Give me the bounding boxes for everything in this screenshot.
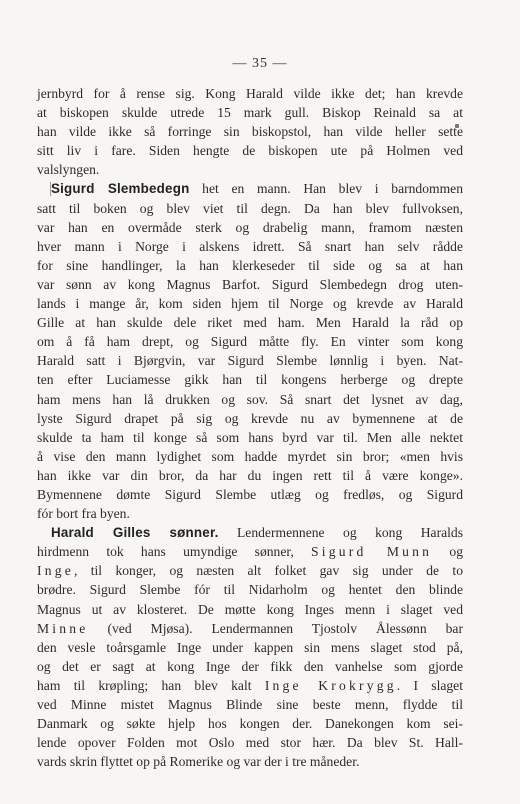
spaced-name: Inge	[37, 563, 74, 579]
text-line	[37, 294, 463, 313]
line-text: Danmark og søkte hjelp hos kongen der. Danekongen kom sei-	[37, 716, 463, 732]
text-line	[37, 466, 463, 485]
text-line	[37, 638, 463, 657]
text-line	[37, 141, 463, 160]
text-line	[37, 485, 463, 504]
line-text-after: . I slaget	[396, 677, 463, 693]
text-line	[37, 218, 463, 237]
line-text: hver mann i Norge i alskens idrett. Så snart han selv rådde	[37, 238, 463, 254]
section-heading: Sigurd Slembedegn	[51, 181, 190, 197]
line-text-after: og	[432, 544, 463, 560]
line-text: var sønn av kong Magnus Barfot. Sigurd Slembedegn drog uten-	[37, 276, 463, 292]
line-text: var han en overmåde sterk og drabelig mann, framom næsten	[37, 219, 463, 235]
line-text: om å få ham drept, og Sigurd måtte fly. En vinter som kong	[37, 334, 463, 350]
spaced-name: Minne	[37, 620, 89, 636]
text-line	[37, 542, 463, 561]
text-line	[37, 619, 463, 638]
line-text: lende opover Folden mot Oslo med stor hær. Da blev St. Hall-	[37, 735, 463, 751]
line-text: for sine handlinger, la han klerkeseder til side og sa at han	[37, 257, 463, 273]
text-line	[37, 657, 463, 676]
line-text: Harald satt i Bjørgvin, var Sigurd Slembe lønnlig i byen. Nat-	[37, 353, 463, 369]
line-text-after: (ved Mjøsa). Lendermannen Tjostolv Ålessønn bar	[88, 620, 463, 636]
spaced-name: Inge Krokrygg	[264, 677, 397, 693]
line-text: het en mann. Han blev i barndommen	[189, 181, 463, 197]
line-text: brødre. Sigurd Slembe fór til Nidarholm og hentet den blinde	[37, 582, 463, 598]
text-line	[37, 237, 463, 256]
line-text: han ikke var din bror, da har du ingen rett til å være konge».	[37, 467, 463, 483]
line-text: den vesle toårsgamle Inge under kappen sin mens slaget stod på,	[37, 639, 463, 655]
line-text: satt til boken og blev viet til degn. Da han blev fullvoksen,	[37, 200, 463, 216]
line-text: lands i mange år, kom siden hjem til Norge og krevde av Harald	[37, 296, 463, 312]
line-text: Magnus ut av klosteret. De møtte kong Inges menn i slaget ved	[37, 601, 463, 617]
text-line	[37, 733, 463, 752]
text-line	[37, 313, 463, 332]
line-text: ved Minne mistet Magnus Blinde sine beste menn, flydde til	[37, 697, 463, 712]
text-line	[37, 447, 463, 466]
line-text: hirdmenn tok hans umyndige sønner,	[37, 544, 311, 560]
line-text: Lendermennene og kong Haralds	[218, 525, 463, 541]
line-text: han vilde ikke så forringe sin biskopstol, han vilde heller sette	[37, 124, 463, 140]
text-line	[37, 714, 463, 733]
text-line	[37, 695, 463, 714]
line-text: ham mens han lå drukken og sov. Så snart det lysnet av dag,	[37, 391, 463, 407]
line-text: valslyngen.	[37, 162, 100, 178]
line-text: vards skrin flyttet op på Romerike og var der i tre måneder.	[37, 754, 360, 770]
line-text: å vise den mann lydighet som hadde myrdet sin bror; «men hvis	[37, 448, 463, 464]
text-line	[37, 752, 463, 771]
text-line	[37, 199, 463, 218]
section-heading: Harald Gilles sønner.	[51, 525, 219, 541]
text-line	[37, 122, 463, 141]
line-text: ham til krøpling; han blev kalt	[37, 677, 265, 693]
text-line	[37, 351, 463, 370]
text-line	[37, 676, 463, 695]
text-line	[37, 428, 463, 447]
line-text: ten efter Luciamesse gikk han til kongens herberge og drepte	[37, 372, 463, 388]
line-text: Gille at han skulde dele riket med ham. Men Harald la råd op	[37, 315, 463, 331]
text-line	[37, 160, 463, 179]
text-line	[37, 523, 463, 542]
text-line	[37, 600, 463, 619]
line-text: lyste Sigurd drapet på sig og krevde nu av bymennene at de	[37, 410, 463, 426]
body-text	[37, 84, 463, 771]
text-line	[37, 409, 463, 428]
line-text: sitt liv i fare. Siden hengte de biskopen ute på Holmen ved	[37, 143, 463, 159]
text-line	[37, 580, 463, 599]
line-text: fór bort fra byen.	[37, 506, 130, 522]
text-line	[37, 504, 463, 523]
spaced-name: Sigurd Munn	[311, 544, 433, 560]
text-line	[37, 256, 463, 275]
line-text: at biskopen skulde utrede 15 mark gull. Biskop Reinald sa at	[37, 105, 463, 121]
line-text: skulde ta ham til konge så som hans byrd var til. Men alle nektet	[37, 429, 463, 445]
text-line	[37, 332, 463, 351]
text-line	[37, 275, 463, 294]
line-text: Bymennene dømte Sigurd Slembe utlæg og fredløs, og Sigurd	[37, 486, 463, 502]
text-line	[37, 561, 463, 580]
line-text: jernbyrd for å rense sig. Kong Harald vilde ikke det; han krevde	[37, 86, 463, 101]
text-line	[37, 103, 463, 122]
text-line	[37, 390, 463, 409]
line-text-after: , til konger, og næsten alt folket gav sig under de to	[73, 563, 463, 579]
line-text: og det er sagt at kong Inge der fikk den vanhelse som gjorde	[37, 658, 463, 674]
text-line	[37, 179, 463, 198]
text-line	[37, 370, 463, 389]
page-number: — 35 —	[232, 56, 288, 71]
text-line	[37, 84, 463, 103]
